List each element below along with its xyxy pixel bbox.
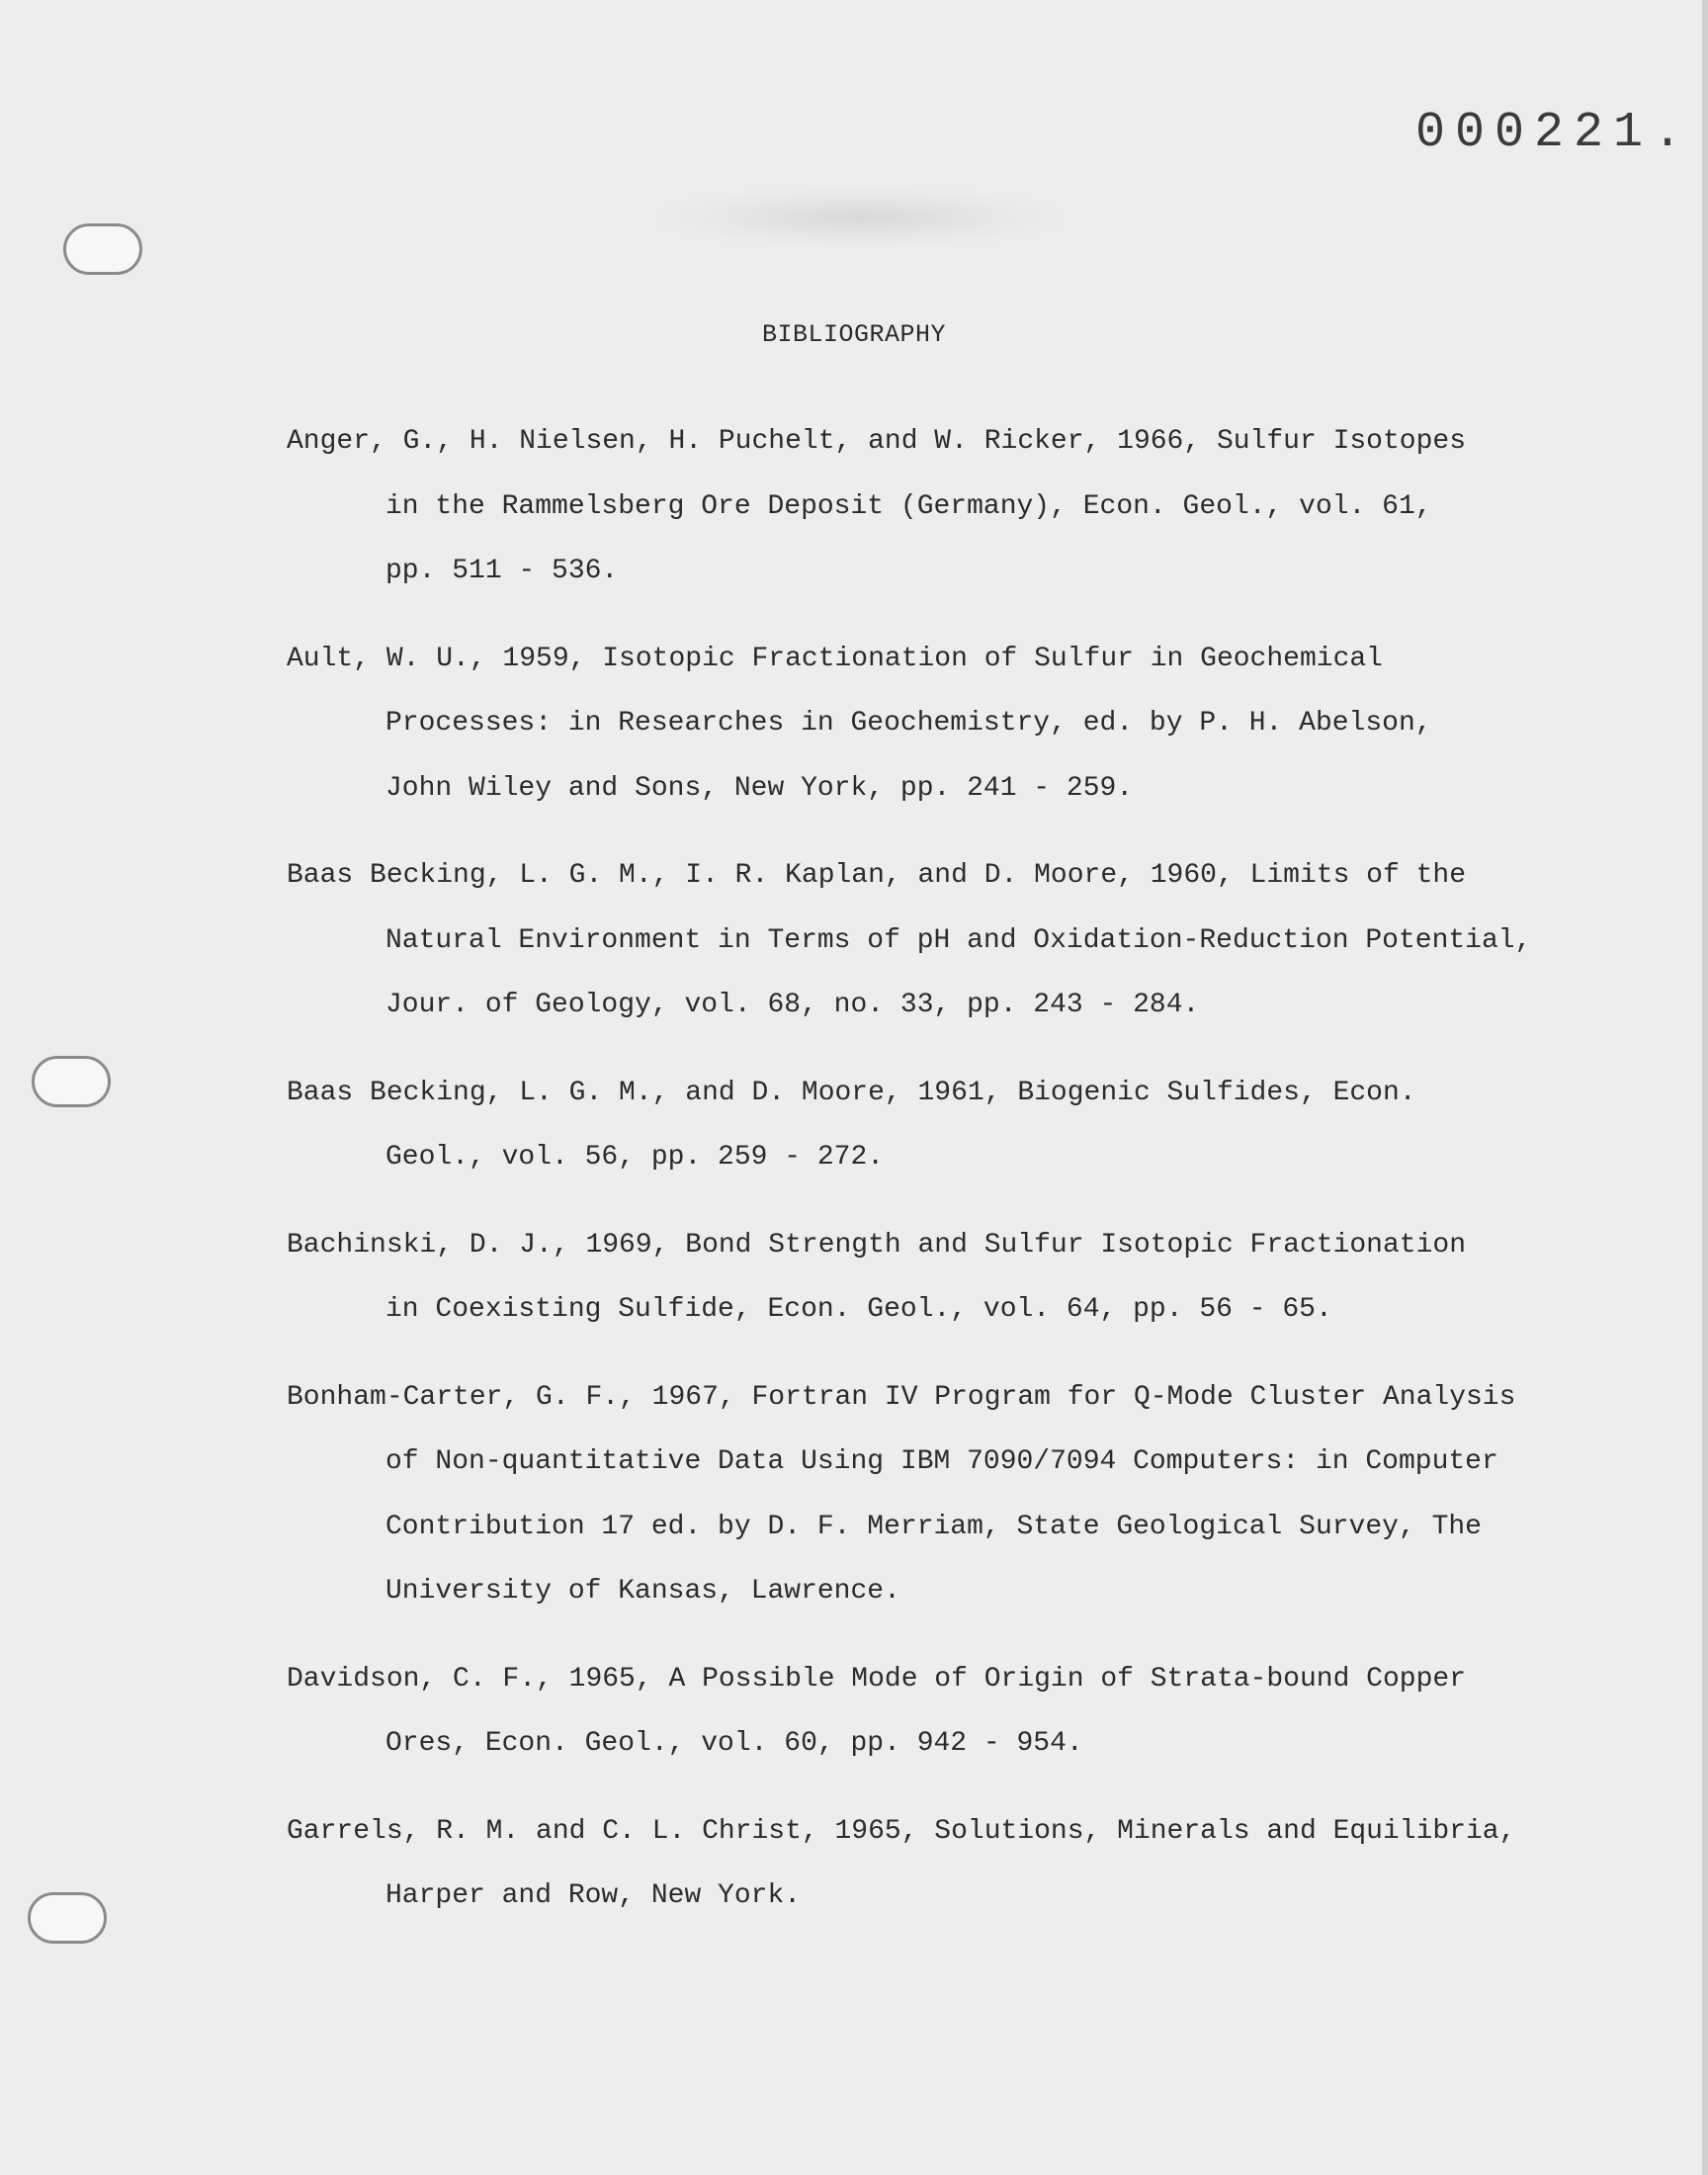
entry-line: Ores, Econ. Geol., vol. 60, pp. 942 - 954. [385, 1728, 1083, 1759]
bleed-through-smudge [662, 188, 1058, 247]
page-title: BIBLIOGRAPHY [761, 320, 947, 349]
entry-line: Baas Becking, L. G. M., I. R. Kaplan, and D. Moore, 1960, Limits of the [287, 860, 1466, 891]
entry-line: Contribution 17 ed. by D. F. Merriam, State Geological Survey, The [385, 1511, 1482, 1542]
entry-line: pp. 511 - 536. [385, 556, 619, 586]
entry-line: Davidson, C. F., 1965, A Possible Mode of Origin of Strata-bound Copper [287, 1663, 1466, 1695]
punch-hole-bottom [28, 1892, 107, 1944]
entry-line: Harper and Row, New York. [385, 1880, 802, 1911]
bibliography-entry [287, 1061, 1572, 1190]
entry-line: Geol., vol. 56, pp. 259 - 272. [385, 1142, 885, 1173]
entry-line: University of Kansas, Lawrence. [385, 1576, 900, 1607]
bibliography-entry [287, 1365, 1572, 1624]
bibliography-entry [287, 1799, 1572, 1929]
entry-line: of Non-quantitative Data Using IBM 7090/7094 Computers: in Computer [385, 1446, 1498, 1477]
entry-line: Baas Becking, L. G. M., and D. Moore, 1961, Biogenic Sulfides, Econ. [287, 1077, 1416, 1108]
entry-line: Bonham-Carter, G. F., 1967, Fortran IV Program for Q-Mode Cluster Analysis [287, 1381, 1516, 1413]
punch-hole-top [63, 223, 142, 275]
bibliography-entry [287, 1213, 1572, 1343]
entry-line: Processes: in Researches in Geochemistry, ed. by P. H. Abelson, [385, 708, 1432, 739]
entry-line: John Wiley and Sons, New York, pp. 241 - 259. [385, 772, 1134, 804]
bibliography-list [287, 409, 1572, 1952]
entry-line: in the Rammelsberg Ore Deposit (Germany), Econ. Geol., vol. 61, [385, 490, 1432, 522]
page-number: 000221. [1415, 105, 1693, 161]
bibliography-entry [287, 1647, 1572, 1777]
entry-line: Garrels, R. M. and C. L. Christ, 1965, Solutions, Minerals and Equilibria, [287, 1815, 1516, 1847]
entry-line: Anger, G., H. Nielsen, H. Puchelt, and W. Ricker, 1966, Sulfur Isotopes [287, 426, 1466, 457]
entry-line: Jour. of Geology, vol. 68, no. 33, pp. 243 - 284. [385, 990, 1200, 1020]
bibliography-entry [287, 843, 1572, 1038]
entry-line: in Coexisting Sulfide, Econ. Geol., vol. 64, pp. 56 - 65. [385, 1294, 1332, 1325]
entry-line: Ault, W. U., 1959, Isotopic Fractionation of Sulfur in Geochemical [287, 643, 1383, 674]
bibliography-entry [287, 409, 1572, 604]
entry-line: Bachinski, D. J., 1969, Bond Strength and Sulfur Isotopic Fractionation [287, 1229, 1466, 1261]
bibliography-entry [287, 627, 1572, 822]
entry-line: Natural Environment in Terms of pH and Oxidation-Reduction Potential, [385, 924, 1532, 956]
punch-hole-middle [32, 1056, 111, 1107]
